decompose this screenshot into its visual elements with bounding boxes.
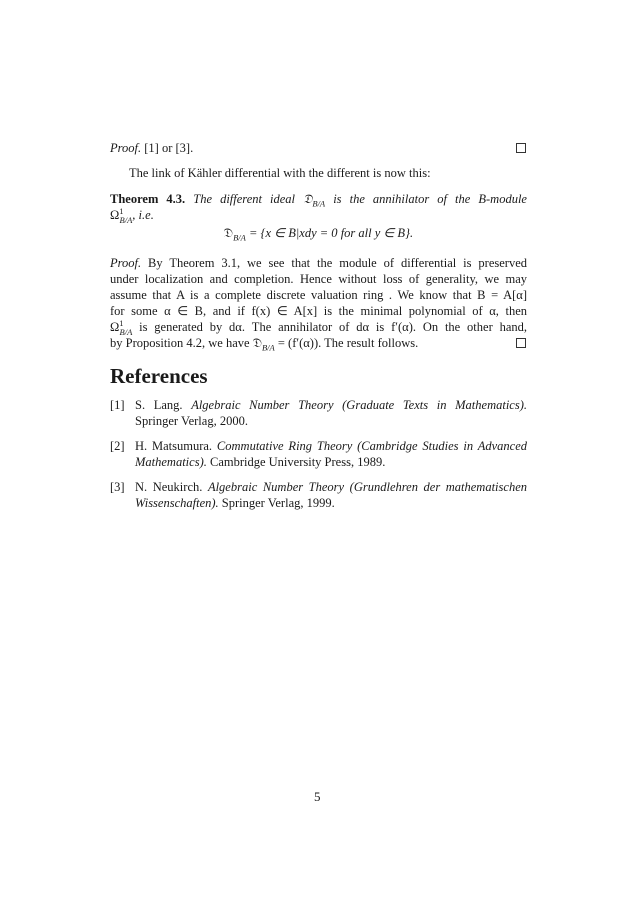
proof-short (110, 140, 527, 156)
formula-part: 𝔇 (223, 226, 234, 240)
reference-author: S. Lang. (135, 398, 192, 412)
omega: Ω (110, 320, 120, 334)
superscript: 1 (119, 205, 124, 216)
reference-title: Algebraic Number Theory (Graduate Texts in Mathematics). (191, 398, 528, 412)
reference-item (110, 397, 527, 429)
reference-number: [3] (110, 480, 125, 494)
reference-publisher: Springer Verlag, 2000. (135, 414, 248, 428)
reference-title: Algebraic Number Theory (Grundlehren der mathematischen Wissenschaften). (135, 480, 527, 510)
proof-line-5 (110, 319, 527, 335)
proof-label: Proof. (110, 141, 142, 155)
reference-number: [2] (110, 439, 125, 453)
formula-part: = {x ∈ B|xdy = 0 (245, 226, 341, 240)
theorem-formula (110, 225, 527, 241)
proof-text: is generated by dα. The annihilator of dα is f′(α). On the other hand, (132, 320, 527, 334)
proof-line-6 (110, 335, 527, 351)
formula-part: for all (340, 226, 372, 240)
theorem-line-2 (110, 207, 527, 223)
omega: Ω (110, 208, 120, 222)
reference-number: [1] (110, 398, 125, 412)
proof-text: = (f′(α)). The result follows. (274, 336, 419, 350)
formula-part: y ∈ B}. (371, 226, 414, 240)
qed-symbol (516, 338, 526, 348)
theorem-line-1 (110, 191, 527, 207)
proof-line-2: under localization and completion. Hence without loss of generality, we may (110, 272, 527, 286)
qed-symbol (516, 143, 526, 153)
reference-publisher: Cambridge University Press, 1989. (206, 455, 386, 469)
reference-title: Commutative Ring Theory (Cambridge Studies in Advanced Mathematics). (135, 439, 527, 469)
references-heading: References (110, 364, 208, 388)
proof-text: [1] or [3]. (141, 141, 194, 155)
theorem-text: , i.e. (132, 208, 154, 222)
proof-text: By Theorem 3.1, we see that the module of differential is preserved (141, 256, 527, 270)
theorem-label: Theorem 4.3. (110, 192, 186, 206)
subscript: B/A (119, 326, 133, 337)
theorem-text: is the annihilator of the B-module (325, 192, 527, 206)
reference-item (110, 438, 527, 470)
subscript: B/A (312, 198, 326, 209)
superscript: 1 (119, 317, 124, 328)
proof-line-4: for some α ∈ B, and if f(x) ∈ A[x] is the minimal polynomial of α, then (110, 304, 527, 318)
proof-label: Proof. (110, 256, 142, 270)
proof-text: by Proposition 4.2, we have 𝔇 (110, 336, 262, 350)
page-number: 5 (314, 789, 321, 804)
reference-item (110, 479, 527, 511)
theorem-text: The different ideal 𝔇 (185, 192, 313, 206)
page-body (110, 140, 527, 520)
reference-author: N. Neukirch. (135, 480, 208, 494)
reference-author: H. Matsumura. (135, 439, 217, 453)
reference-publisher: Springer Verlag, 1999. (218, 496, 335, 510)
subscript: B/A (119, 214, 133, 225)
proof-line-3: assume that A is a complete discrete valuation ring . We know that B = A[α] (110, 288, 527, 302)
intro-paragraph: The link of Kähler differential with the different is now this: (129, 166, 431, 180)
subscript: B/A (233, 232, 246, 243)
subscript: B/A (261, 342, 275, 353)
proof-line-1 (110, 255, 527, 271)
